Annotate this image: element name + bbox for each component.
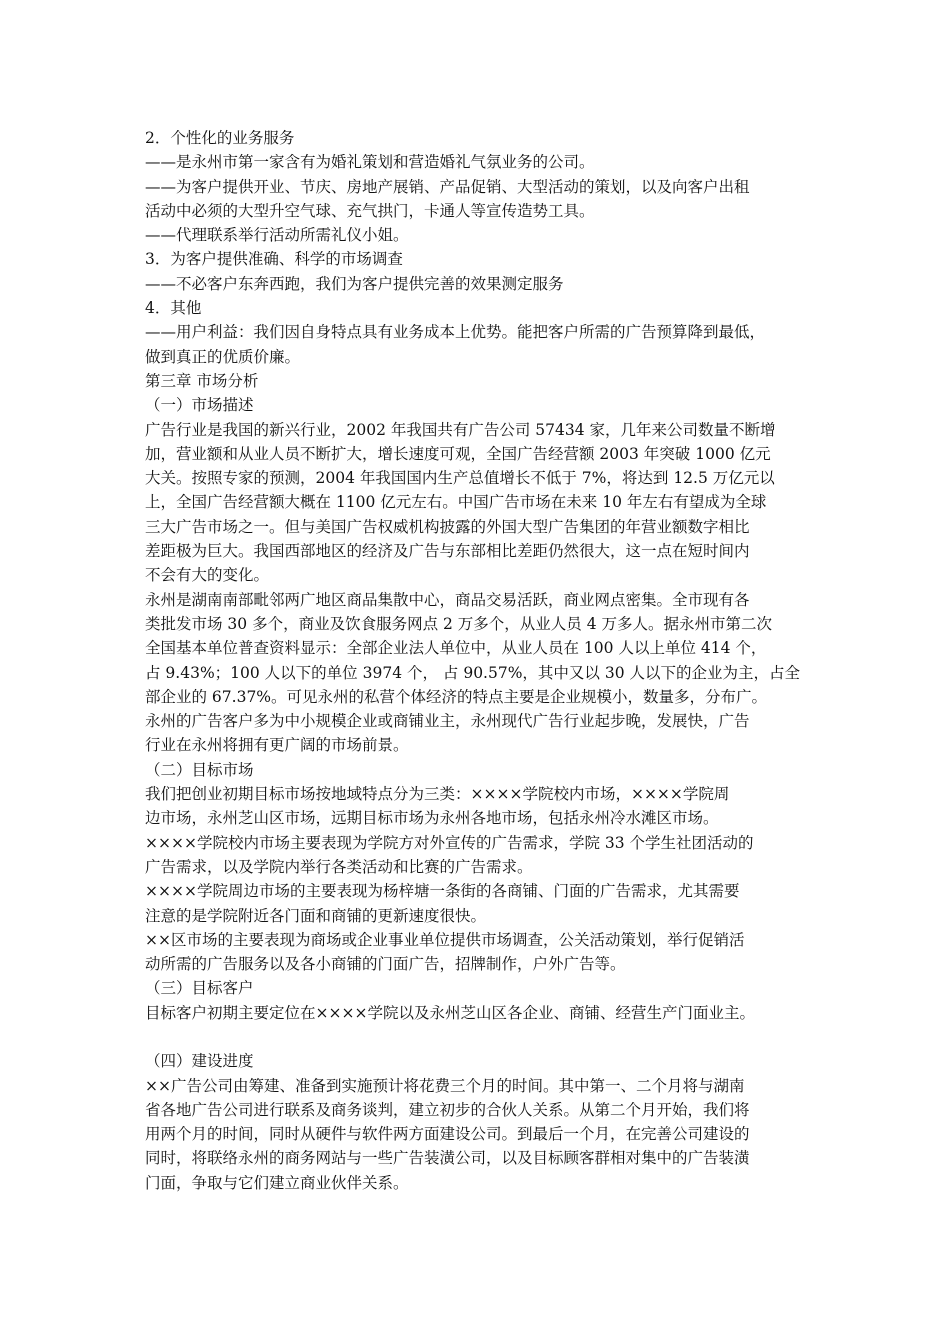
chapter-title: 第三章 市场分析	[145, 371, 259, 390]
paragraph-line: 边市场，永州芝山区市场，远期目标市场为永州各地市场，包括永州冷水滩区市场。	[145, 809, 719, 828]
paragraph-line: 广告行业是我国的新兴行业，2002 年我国共有广告公司 57434 家，几年来公司数量不断增	[145, 420, 776, 439]
paragraph-line: 部企业的 67.37%。可见永州的私营个体经济的特点主要是企业规模小，数量多，分布广。	[145, 687, 768, 706]
paragraph-line: 差距极为巨大。我国西部地区的经济及广告与东部相比差距仍然很大，这一点在短时间内	[145, 542, 750, 561]
paragraph-line: 加，营业额和从业人员不断扩大，增长速度可观，全国广告经营额 2003 年突破 1000 亿元	[145, 444, 771, 463]
paragraph-line: ——代理联系举行活动所需礼仪小姐。	[145, 226, 409, 245]
document-body	[145, 126, 825, 1195]
paragraph-line: 类批发市场 30 多个，商业及饮食服务网点 2 万多个，从业人员 4 万多人。据永州市第二次	[145, 614, 773, 633]
paragraph-line: 用两个月的时间，同时从硬件与软件两方面建设公司。到最后一个月，在完善公司建设的	[145, 1125, 750, 1144]
paragraph-line: 三大广告市场之一。但与美国广告权威机构披露的外国大型广告集团的年营业额数字相比	[145, 517, 750, 536]
paragraph-line: 做到真正的优质价廉。	[145, 347, 301, 366]
paragraph-line: ××区市场的主要表现为商场或企业事业单位提供市场调查，公关活动策划，举行促销活	[145, 930, 745, 949]
paragraph-line: ——不必客户东奔西跑，我们为客户提供完善的效果测定服务	[145, 274, 564, 293]
paragraph-line: 注意的是学院附近各门面和商铺的更新速度很快。	[145, 906, 487, 925]
section-heading: （二）目标市场	[145, 760, 254, 779]
paragraph-line: 广告需求，以及学院内举行各类活动和比赛的广告需求。	[145, 857, 533, 876]
paragraph-line: ××××学院校内市场主要表现为学院方对外宣传的广告需求，学院 33 个学生社团活动的	[145, 833, 754, 852]
paragraph-line: ——为客户提供开业、节庆、房地产展销、产品促销、大型活动的策划，以及向客户出租	[145, 177, 750, 196]
paragraph-line: 全国基本单位普查资料显示：全部企业法人单位中，从业人员在 100 人以上单位 414 个，	[145, 639, 767, 658]
section-heading: 3．为客户提供准确、科学的市场调查	[145, 250, 403, 269]
section-heading: 4．其他	[145, 299, 202, 318]
paragraph-line: 永州是湖南南部毗邻两广地区商品集散中心，商品交易活跃，商业网点密集。全市现有各	[145, 590, 750, 609]
paragraph-line: 我们把创业初期目标市场按地域特点分为三类：××××学院校内市场，××××学院周	[145, 785, 730, 804]
paragraph-line: 目标客户初期主要定位在××××学院以及永州芝山区各企业、商铺、经营生产门面业主。	[145, 1003, 755, 1022]
section-heading: （四）建设进度	[145, 1052, 254, 1071]
paragraph-line: 永州的广告客户多为中小规模企业或商铺业主，永州现代广告行业起步晚，发展快，广告	[145, 712, 750, 731]
section-heading: （三）目标客户	[145, 979, 254, 998]
paragraph-line: ——用户利益：我们因自身特点具有业务成本上优势。能把客户所需的广告预算降到最低，	[145, 323, 766, 342]
paragraph-line: 同时，将联络永州的商务网站与一些广告装潢公司，以及目标顾客群相对集中的广告装潢	[145, 1149, 750, 1168]
paragraph-line: 动所需的广告服务以及各小商铺的门面广告，招牌制作，户外广告等。	[145, 955, 626, 974]
paragraph-line: 大关。按照专家的预测，2004 年我国国内生产总值增长不低于 7%，将达到 12.5 万亿元以	[145, 469, 775, 488]
paragraph-line: 占 9.43%；100 人以下的单位 3974 个， 占 90.57%，其中又以 30 人以下的企业为主，占全	[145, 663, 801, 682]
paragraph-line: 不会有大的变化。	[145, 566, 270, 585]
paragraph-line: 门面，争取与它们建立商业伙伴关系。	[145, 1173, 409, 1192]
paragraph-line: 活动中必须的大型升空气球、充气拱门，卡通人等宣传造势工具。	[145, 201, 595, 220]
blank-line	[145, 1025, 825, 1049]
paragraph-line: ——是永州市第一家含有为婚礼策划和营造婚礼气氛业务的公司。	[145, 153, 595, 172]
section-heading: （一）市场描述	[145, 396, 254, 415]
section-heading: 2．个性化的业务服务	[145, 129, 295, 147]
paragraph-line: ××广告公司由筹建、准备到实施预计将花费三个月的时间。其中第一、二个月将与湖南	[145, 1076, 745, 1095]
paragraph-line: ××××学院周边市场的主要表现为杨梓塘一条街的各商铺、门面的广告需求，尤其需要	[145, 882, 740, 901]
paragraph-line: 上，全国广告经营额大概在 1100 亿元左右。中国广告市场在未来 10 年左右有望成为全球	[145, 493, 767, 512]
paragraph-line: 省各地广告公司进行联系及商务谈判，建立初步的合伙人关系。从第二个月开始，我们将	[145, 1100, 750, 1119]
paragraph-line: 行业在永州将拥有更广阔的市场前景。	[145, 736, 409, 755]
